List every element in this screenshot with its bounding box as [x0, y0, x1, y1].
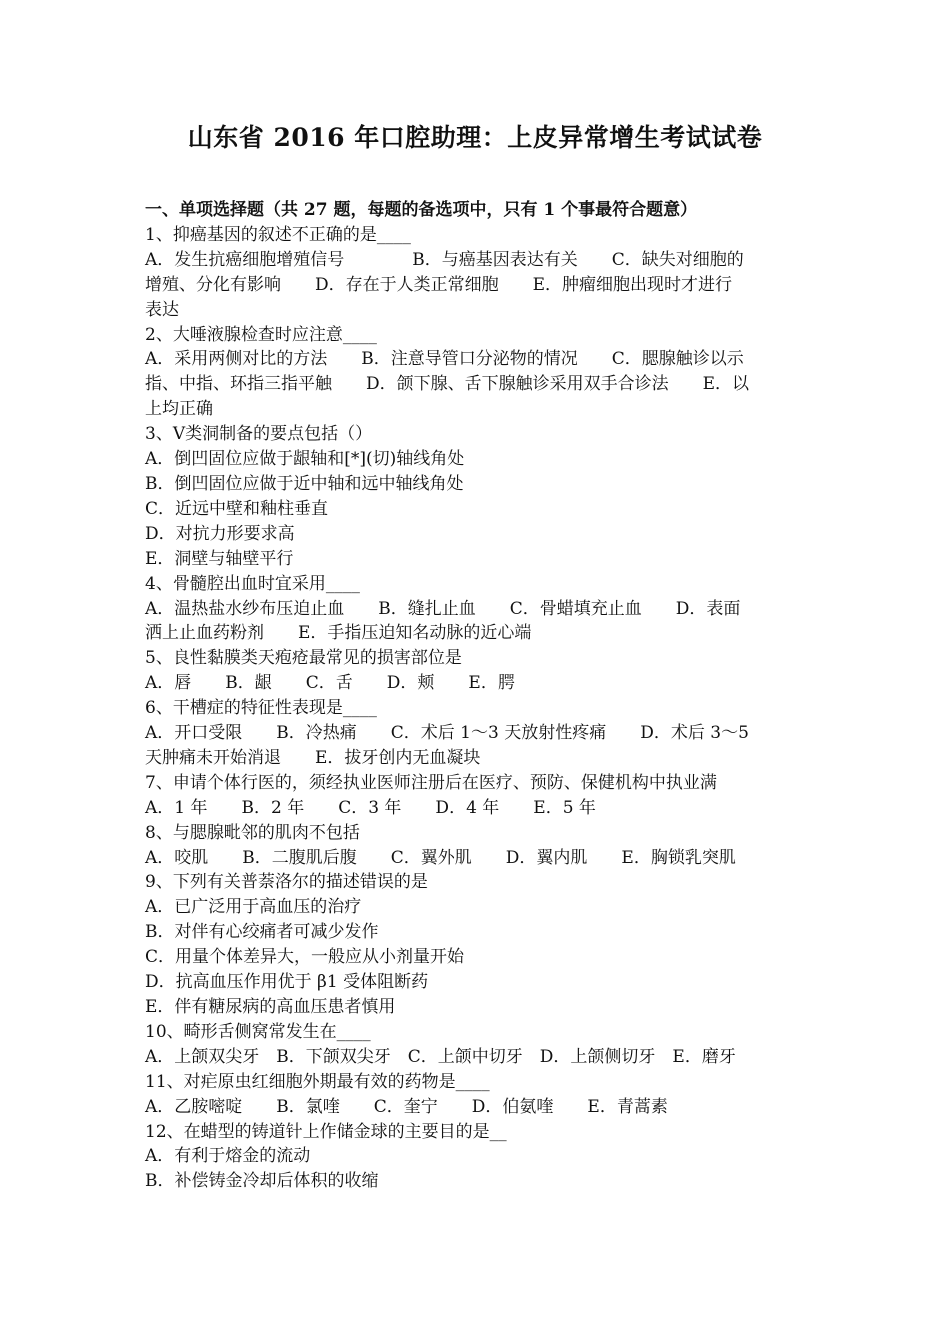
question-item [145, 223, 813, 323]
question-item [145, 572, 813, 647]
question-stem: 8、与腮腺毗邻的肌肉不包括 [145, 822, 360, 843]
question-stem: 7、申请个体行医的，须经执业医师注册后在医疗、预防、保健机构中执业满 [145, 772, 717, 793]
question-item [145, 1120, 813, 1195]
option-line: A．上颌双尖牙 B．下颌双尖牙 C．上颌中切牙 D．上颌侧切牙 E．磨牙 [145, 1046, 736, 1067]
option-line: A．咬肌 B．二腹肌后腹 C．翼外肌 D．翼内肌 E．胸锁乳突肌 [145, 847, 736, 868]
question-item [145, 1070, 813, 1120]
question-item [145, 696, 813, 771]
question-stem: 2、大唾液腺检查时应注意____ [145, 324, 377, 345]
option-line: 表达 [145, 299, 179, 320]
option-line: A．发生抗癌细胞增殖信号 B．与癌基因表达有关 C．缺失对细胞的 [145, 249, 744, 270]
question-stem: 1、抑癌基因的叙述不正确的是____ [145, 224, 411, 245]
question-stem: 11、对疟原虫红细胞外期最有效的药物是____ [145, 1071, 490, 1092]
option-line: A．温热盐水纱布压迫止血 B．缝扎止血 C．骨蜡填充止血 D．表面 [145, 598, 741, 619]
option-line: C．近远中壁和釉柱垂直 [145, 498, 329, 519]
question-stem: 5、良性黏膜类天疱疮最常见的损害部位是 [145, 648, 462, 669]
option-line: A．唇 B．龈 C．舌 D．颊 E．腭 [145, 673, 515, 694]
question-item [145, 323, 813, 423]
question-item [145, 821, 813, 871]
option-line: A．采用两侧对比的方法 B．注意导管口分泌物的情况 C．腮腺触诊以示 [145, 349, 744, 370]
option-line: 天肿痛未开始消退 E．拔牙创内无血凝块 [145, 747, 481, 768]
option-line: B．补偿铸金冷却后体积的收缩 [145, 1171, 379, 1192]
option-line: B．倒凹固位应做于近中轴和远中轴线角处 [145, 473, 464, 494]
document-title: 山东省 2016 年口腔助理：上皮异常增生考试试卷 [187, 123, 763, 152]
option-line: 指、中指、环指三指平触 D．颌下腺、舌下腺触诊采用双手合诊法 E．以 [145, 374, 750, 395]
question-stem: 9、下列有关普萘洛尔的描述错误的是 [145, 872, 428, 893]
section-heading: 一、单项选择题（共 27 题，每题的备选项中，只有 1 个事最符合题意） [145, 200, 698, 220]
question-item [145, 422, 813, 571]
option-line: D．对抗力形要求高 [145, 523, 295, 544]
option-line: E．洞壁与轴壁平行 [145, 548, 294, 569]
option-line: E．伴有糖尿病的高血压患者慎用 [145, 997, 396, 1017]
option-line: A．有利于熔金的流动 [145, 1146, 311, 1167]
option-line: D．抗高血压作用优于 β1 受体阻断药 [145, 972, 429, 993]
option-line: A．乙胺嘧啶 B．氯喹 C．奎宁 D．伯氨喹 E．青蒿素 [145, 1096, 668, 1117]
option-line: A．已广泛用于高血压的治疗 [145, 897, 362, 918]
question-item [145, 771, 813, 821]
exam-content [145, 198, 813, 1194]
question-stem: 6、干槽症的特征性表现是____ [145, 698, 377, 719]
option-line: A．开口受限 B．冷热痛 C．术后 1～3 天放射性疼痛 D．术后 3～5 [145, 723, 749, 744]
option-line: A．倒凹固位应做于龈轴和[*](切)轴线角处 [145, 449, 465, 470]
question-item [145, 646, 813, 696]
option-line: 增殖、分化有影响 D．存在于人类正常细胞 E．肿瘤细胞出现时才进行 [145, 274, 733, 295]
option-line: A．1 年 B．2 年 C．3 年 D．4 年 E．5 年 [145, 797, 596, 818]
question-list [145, 223, 813, 1194]
question-stem: 4、骨髓腔出血时宜采用____ [145, 573, 360, 594]
option-line: C．用量个体差异大，一般应从小剂量开始 [145, 947, 465, 968]
option-line: 洒上止血药粉剂 E．手指压迫知名动脉的近心端 [145, 623, 532, 644]
question-item [145, 870, 813, 1019]
question-stem: 10、畸形舌侧窝常发生在____ [145, 1021, 371, 1042]
question-item [145, 1020, 813, 1070]
question-stem: 12、在蜡型的铸道针上作储金球的主要目的是__ [145, 1121, 507, 1142]
question-stem: 3、Ⅴ类洞制备的要点包括（） [145, 424, 373, 445]
option-line: B．对伴有心绞痛者可减少发作 [145, 922, 379, 943]
option-line: 上均正确 [145, 399, 213, 420]
